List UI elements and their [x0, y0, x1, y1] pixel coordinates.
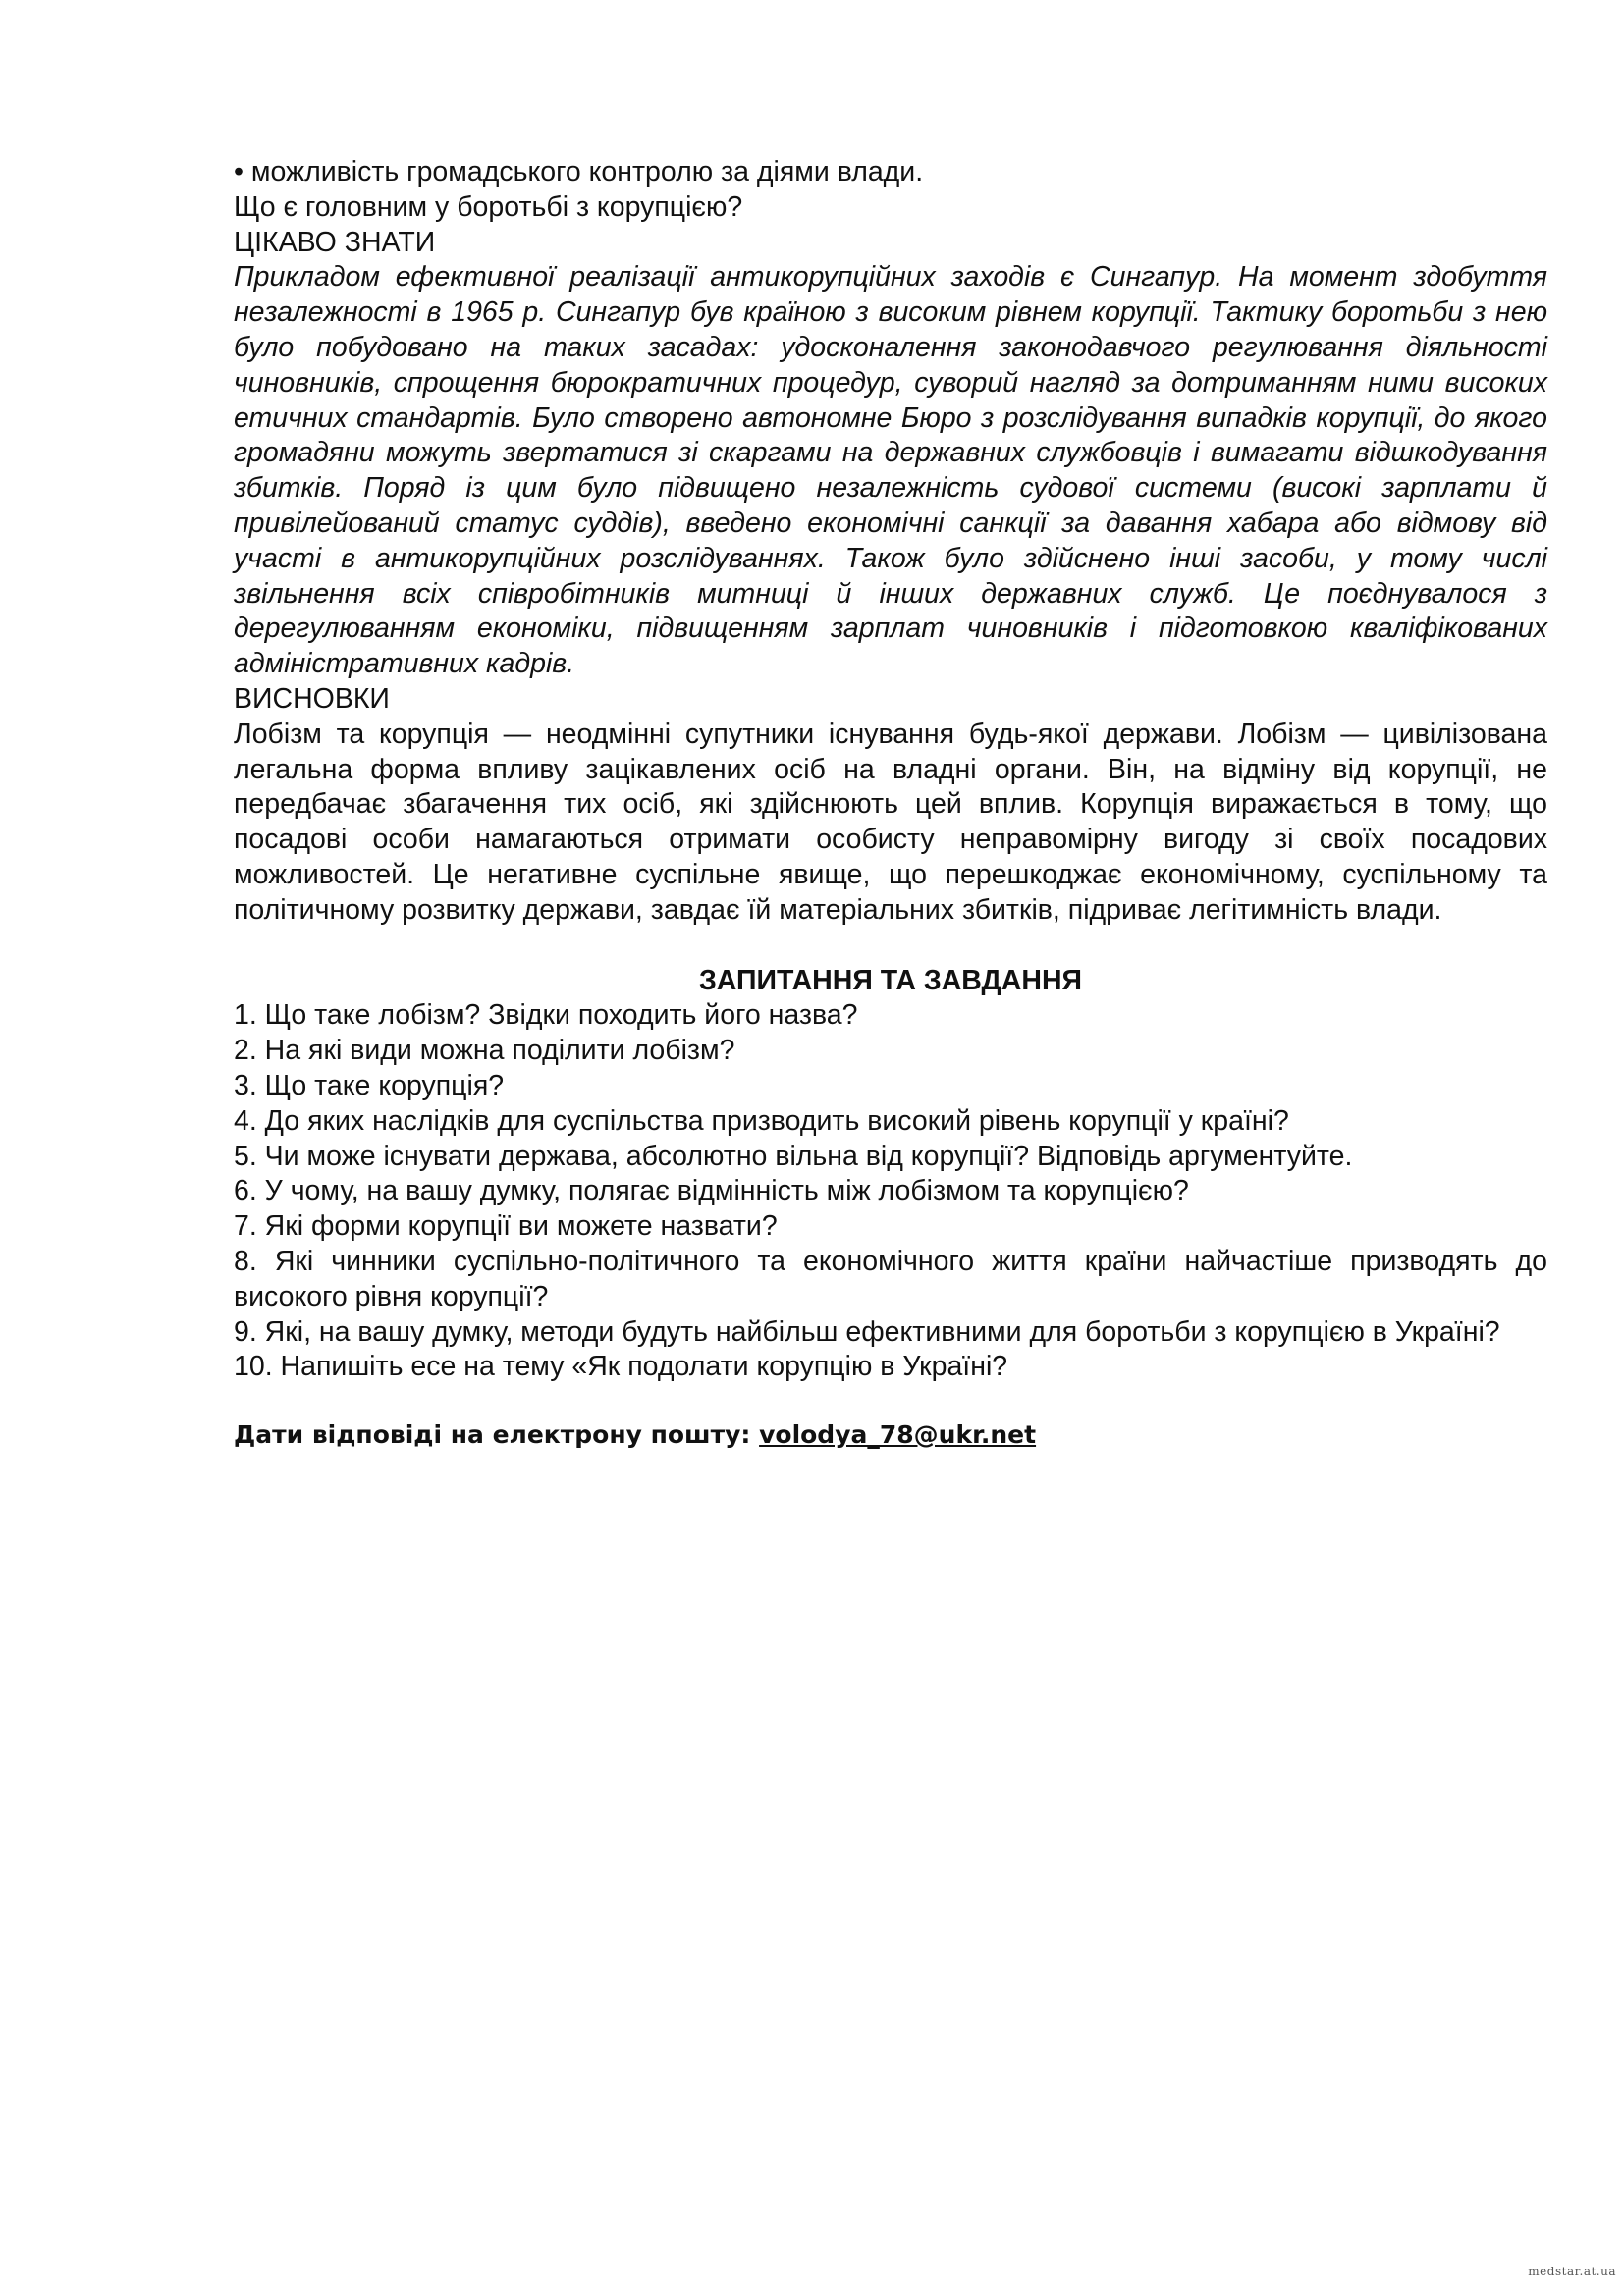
question-item: 8. Які чинники суспільно-політичного та економічного життя країни найчастіше призводять до високого рівня корупції? [234, 1245, 1547, 1312]
question-item: 3. Що таке корупція? [234, 1069, 505, 1101]
conclusions-paragraph: Лобізм та корупція — неодмінні супутники існування будь-якої держави. Лобізм — цивілізована легальна форма впливу зацікавлених осіб на владні органи. Він, на відміну від корупції, не передбачає збагачення тих осіб, які здійснюють цей вплив. Корупція виражається в тому, що посадові особи намагаються отримати особисту неправомірну вигоду зі своїх посадових можливостей. Це негативне суспільне явище, що перешкоджає економічному, суспільному та політичному розвитку держави, завдає їй матеріальних збитків, підриває легітимність влади. [234, 718, 1547, 926]
question-item: 2. На які види можна поділити лобізм? [234, 1035, 735, 1067]
question-item: 9. Які, на вашу думку, методи будуть найбільш ефективними для боротьби з корупцією в Україні? [234, 1315, 1500, 1348]
question-item: 5. Чи може існувати держава, абсолютно вільна від корупції? Відповідь аргументуйте. [234, 1140, 1353, 1172]
answer-line [234, 1418, 1547, 1452]
question-line: Що є головним у боротьбі з корупцією? [234, 190, 743, 223]
questions-heading: ЗАПИТАННЯ ТА ЗАВДАННЯ [698, 964, 1083, 996]
answer-label: Дати відповіді на електрону пошту: [234, 1420, 760, 1450]
question-item: 1. Що таке лобізм? Звідки походить його назва? [234, 999, 858, 1032]
questions-list [234, 998, 1547, 1385]
bullet-line: • можливість громадського контролю за діями влади. [234, 156, 924, 187]
site-watermark: medstar.at.ua [1528, 2265, 1616, 2279]
question-item: 4. До яких наслідків для суспільства призводить високий рівень корупції у країні? [234, 1104, 1289, 1137]
question-item: 10. Напишіть есе на тему «Як подолати корупцію в Україні? [234, 1351, 1008, 1383]
question-item: 6. У чому, на вашу думку, полягає відмінність між лобізмом та корупцією? [234, 1175, 1189, 1207]
interesting-label: ЦІКАВО ЗНАТИ [234, 226, 436, 258]
page-content [234, 155, 1547, 1452]
interesting-paragraph: Прикладом ефективної реалізації антикорупційних заходів є Сингапур. На момент здобуття незалежності в 1965 р. Сингапур був країною з високим рівнем корупції. Тактику боротьби з нею було побудовано на таких засадах: удосконалення законодавчого регулювання діяльності чиновників, спрощення бюрократичних процедур, суворий нагляд за дотриманням ними високих етичних стандартів. Було створено автономне Бюро з розслідування випадків корупції, до якого громадяни можуть звертатися зі скаргами на державних службовців і вимагати відшкодування збитків. Поряд із цим було підвищено незалежність судової системи (високі зарплати й привілейований статус суддів), введено економічні санкції за давання хабара або відмову від участі в антикорупційних розслідуваннях. Також було здійснено інші засоби, у тому числі звільнення всіх співробітників митниці й інших державних служб. Це поєднувалося з дерегулюванням економіки, підвищенням зарплат чиновників і підготовкою кваліфікованих адміністративних кадрів. [234, 261, 1547, 680]
conclusions-label: ВИСНОВКИ [234, 682, 390, 715]
question-item: 7. Які форми корупції ви можете назвати? [234, 1210, 778, 1243]
email-link[interactable]: volodya_78@ukr.net [759, 1420, 1037, 1450]
